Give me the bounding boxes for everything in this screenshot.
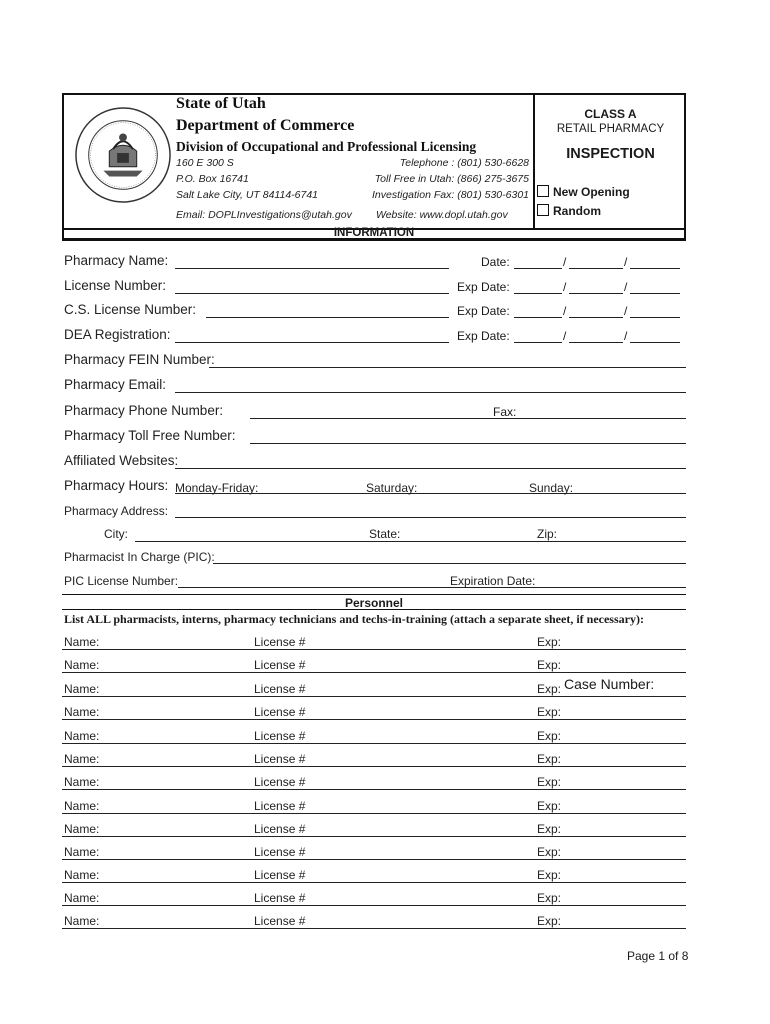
cs-license-number-field[interactable] [206, 317, 449, 318]
personnel-license-label: License # [254, 635, 306, 649]
pharmacy-hours-field[interactable] [175, 493, 686, 494]
personnel-row[interactable] [0, 750, 770, 772]
personnel-row[interactable] [0, 843, 770, 865]
personnel-row[interactable] [0, 912, 770, 934]
fein-label: Pharmacy FEIN Number: [64, 352, 215, 367]
personnel-license-label: License # [254, 868, 306, 882]
new-opening-option[interactable] [537, 185, 630, 199]
dea-registration-label: DEA Registration: [64, 327, 171, 342]
pharmacy-email-label: Pharmacy Email: [64, 377, 167, 392]
personnel-license-label: License # [254, 705, 306, 719]
personnel-name-label: Name: [64, 822, 100, 836]
date-label: Date: [481, 255, 510, 269]
personnel-exp-label: Exp: [537, 775, 562, 789]
personnel-row-line[interactable] [62, 905, 686, 906]
personnel-row-line[interactable] [62, 719, 686, 720]
personnel-exp-label: Exp: [537, 682, 562, 696]
personnel-license-label: License # [254, 752, 306, 766]
random-checkbox[interactable] [537, 204, 549, 216]
saturday-label: Saturday: [366, 481, 418, 495]
personnel-exp-label: Exp: [537, 914, 562, 928]
type-label: RETAIL PHARMACY [556, 123, 665, 135]
pic-license-label: PIC License Number: [64, 574, 179, 588]
monday-friday-label: Monday-Friday: [175, 481, 259, 495]
personnel-row-line[interactable] [62, 836, 686, 837]
license-exp-date-label: Exp Date: [457, 280, 510, 294]
personnel-exp-label: Exp: [537, 799, 562, 813]
personnel-row[interactable] [0, 727, 770, 749]
personnel-top-rule [62, 594, 686, 595]
websites-label: Affiliated Websites: [64, 453, 179, 468]
pharmacy-address-label: Pharmacy Address: [64, 504, 169, 518]
personnel-name-label: Name: [64, 775, 100, 789]
class-label: CLASS A [584, 107, 637, 121]
personnel-row-line[interactable] [62, 882, 686, 883]
websites-field[interactable] [175, 468, 686, 469]
pic-label: Pharmacist In Charge (PIC): [64, 550, 215, 564]
dea-registration-field[interactable] [175, 342, 449, 343]
personnel-instruction: List ALL pharmacists, interns, pharmacy technicians and techs-in-training (attach a separate sheet, if necessary): [64, 612, 644, 626]
case-number-label: Case Number: [564, 676, 655, 692]
personnel-row[interactable] [0, 703, 770, 725]
random-option[interactable] [537, 204, 601, 218]
personnel-license-label: License # [254, 799, 306, 813]
information-rule [62, 240, 686, 241]
personnel-rule [62, 609, 686, 610]
personnel-exp-label: Exp: [537, 868, 562, 882]
personnel-name-label: Name: [64, 799, 100, 813]
information-title: INFORMATION [333, 227, 415, 239]
pharmacy-name-field[interactable] [175, 268, 449, 269]
state-title: State of Utah [176, 95, 266, 112]
random-label: Random [553, 204, 601, 218]
personnel-row[interactable] [0, 680, 770, 702]
pharmacy-hours-label: Pharmacy Hours: [64, 478, 169, 493]
division-title: Division of Occupational and Professional Licensing [176, 139, 477, 154]
website-text: Website: www.dopl.utah.gov [376, 209, 508, 221]
address-line-1: 160 E 300 S [176, 157, 234, 169]
personnel-license-label: License # [254, 682, 306, 696]
personnel-name-label: Name: [64, 752, 100, 766]
personnel-row[interactable] [0, 889, 770, 911]
personnel-license-label: License # [254, 891, 306, 905]
toll-free-label: Pharmacy Toll Free Number: [64, 428, 236, 443]
personnel-name-label: Name: [64, 868, 100, 882]
personnel-title: Personnel [344, 596, 404, 610]
personnel-row-line[interactable] [62, 859, 686, 860]
personnel-row-line[interactable] [62, 649, 686, 650]
personnel-row-line[interactable] [62, 789, 686, 790]
new-opening-checkbox[interactable] [537, 185, 549, 197]
pic-field[interactable] [213, 563, 686, 564]
personnel-license-label: License # [254, 914, 306, 928]
tollfree-text: Toll Free in Utah: (866) 275-3675 [374, 173, 529, 185]
personnel-row-line[interactable] [62, 696, 686, 697]
pic-expiration-label: Expiration Date: [450, 574, 536, 588]
investigation-fax-text: Investigation Fax: (801) 530-6301 [371, 189, 529, 201]
email-text: Email: DOPLInvestigations@utah.gov [176, 209, 352, 221]
personnel-license-label: License # [254, 658, 306, 672]
page-number: Page 1 of 8 [627, 949, 689, 963]
new-opening-label: New Opening [553, 185, 630, 199]
personnel-row[interactable] [0, 773, 770, 795]
personnel-exp-label: Exp: [537, 822, 562, 836]
personnel-row[interactable] [0, 797, 770, 819]
personnel-exp-label: Exp: [537, 845, 562, 859]
fax-label: Fax: [493, 405, 517, 419]
personnel-exp-label: Exp: [537, 891, 562, 905]
cs-exp-date-label: Exp Date: [457, 304, 510, 318]
license-number-label: License Number: [64, 278, 167, 293]
dea-exp-date-label: Exp Date: [457, 329, 510, 343]
personnel-name-label: Name: [64, 845, 100, 859]
fein-field[interactable] [209, 367, 686, 368]
seal-text [74, 106, 172, 204]
personnel-name-label: Name: [64, 682, 100, 696]
personnel-row[interactable] [0, 820, 770, 842]
pharmacy-email-field[interactable] [175, 392, 686, 393]
cs-license-number-label: C.S. License Number: [64, 302, 197, 317]
personnel-license-label: License # [254, 822, 306, 836]
pharmacy-phone-label: Pharmacy Phone Number: [64, 403, 224, 418]
personnel-row-line[interactable] [62, 766, 686, 767]
city-state-zip-field[interactable] [135, 541, 686, 542]
personnel-exp-label: Exp: [537, 635, 562, 649]
personnel-row[interactable] [0, 633, 770, 655]
personnel-exp-label: Exp: [537, 752, 562, 766]
personnel-name-label: Name: [64, 705, 100, 719]
personnel-row-line[interactable] [62, 672, 686, 673]
personnel-row[interactable] [0, 866, 770, 888]
personnel-license-label: License # [254, 845, 306, 859]
personnel-exp-label: Exp: [537, 658, 562, 672]
license-number-field[interactable] [175, 293, 449, 294]
toll-free-field[interactable] [250, 443, 686, 444]
sunday-label: Sunday: [529, 481, 574, 495]
personnel-name-label: Name: [64, 729, 100, 743]
personnel-exp-label: Exp: [537, 705, 562, 719]
pharmacy-name-label: Pharmacy Name: [64, 253, 169, 268]
city-label: City: [104, 527, 128, 541]
personnel-name-label: Name: [64, 635, 100, 649]
personnel-name-label: Name: [64, 891, 100, 905]
telephone-text: Telephone : (801) 530-6628 [399, 157, 529, 169]
pharmacy-address-field[interactable] [175, 517, 686, 518]
personnel-row-line[interactable] [62, 813, 686, 814]
inspection-label: INSPECTION [566, 146, 655, 162]
personnel-name-label: Name: [64, 658, 100, 672]
state-label: State: [369, 527, 401, 541]
personnel-row-line[interactable] [62, 743, 686, 744]
personnel-exp-label: Exp: [537, 729, 562, 743]
personnel-row[interactable] [0, 656, 770, 678]
personnel-row-line[interactable] [62, 928, 686, 929]
address-line-2: P.O. Box 16741 [176, 173, 249, 185]
pharmacy-phone-field[interactable] [250, 418, 686, 419]
address-line-3: Salt Lake City, UT 84114-6741 [176, 189, 319, 201]
zip-label: Zip: [537, 527, 558, 541]
personnel-license-label: License # [254, 775, 306, 789]
personnel-license-label: License # [254, 729, 306, 743]
personnel-name-label: Name: [64, 914, 100, 928]
department-title: Department of Commerce [176, 117, 355, 134]
pic-license-field[interactable] [178, 587, 686, 588]
